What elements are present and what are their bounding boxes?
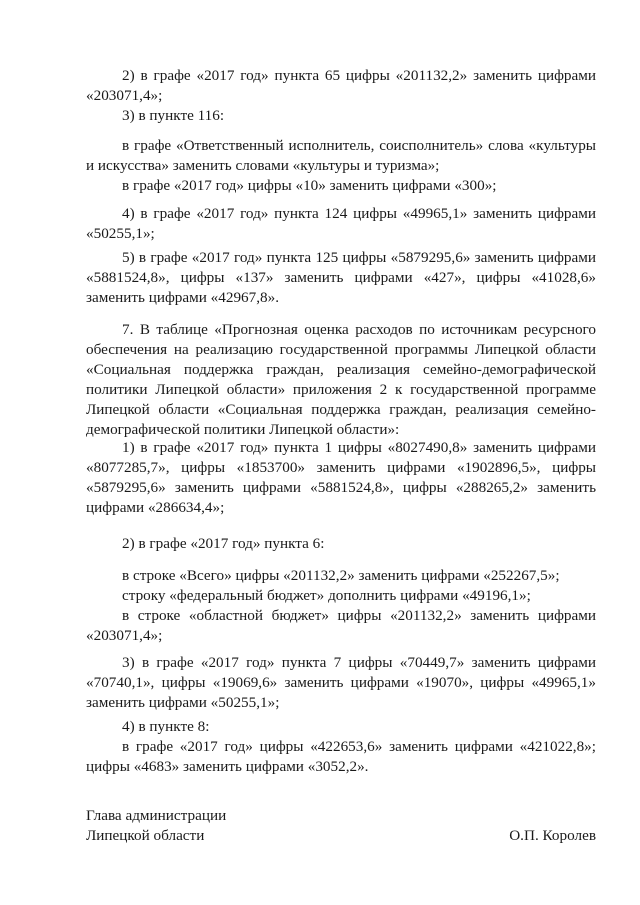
signature-title [86, 806, 386, 846]
text-line: в графе «2017 год» цифры «422653,6» заменить цифрами «421022,8»; [122, 738, 596, 755]
text-line: 5) в графе «2017 год» пункта 125 цифры «5879295,6» заменить цифрами [122, 249, 596, 266]
paragraph-item-2-point-65 [86, 66, 596, 106]
text-line: «203071,4»; [86, 87, 163, 104]
text-line: заменить цифрами «50255,1»; [86, 694, 280, 711]
paragraph-item-4-point-124 [86, 204, 596, 244]
paragraph-s7-item-4 [86, 717, 596, 777]
paragraph-item-3-point-116 [86, 106, 596, 126]
text-line: обеспечения на реализацию государственной программы Липецкой области [86, 341, 596, 358]
text-line: «Социальная поддержка граждан, реализация семейно-демографической [86, 361, 596, 378]
text-line: 2) в графе «2017 год» пункта 6: [122, 535, 325, 552]
paragraph-s7-item-1 [86, 438, 596, 518]
text-line: демографической политики Липецкой области»: [86, 421, 400, 438]
paragraph-s7-item-3 [86, 653, 596, 713]
paragraph-s7-item-2 [86, 534, 596, 554]
text-line: в строке «Всего» цифры «201132,2» заменить цифрами «252267,5»; [122, 567, 560, 584]
text-line: «5879295,6» заменить цифрами «5881524,8», цифры «288265,2» заменить [86, 479, 596, 496]
paragraph-item-5-point-125 [86, 248, 596, 308]
text-line: в графе «Ответственный исполнитель, соисполнитель» слова «культуры [122, 137, 596, 154]
text-line: политики Липецкой области» приложения 2 к государственной программе [86, 381, 596, 398]
text-line: цифрами «286634,4»; [86, 499, 225, 516]
text-line: Липецкой области «Социальная поддержка граждан, реализация семейно- [86, 401, 596, 418]
text-line: 7. В таблице «Прогнозная оценка расходов по источникам ресурсного [122, 321, 596, 338]
text-line: 1) в графе «2017 год» пункта 1 цифры «8027490,8» заменить цифрами [122, 439, 596, 456]
text-line: «203071,4»; [86, 627, 163, 644]
text-line: 2) в графе «2017 год» пункта 65 цифры «201132,2» заменить цифрами [122, 67, 596, 84]
text-line: в графе «2017 год» цифры «10» заменить цифрами «300»; [122, 177, 497, 194]
paragraph-item-3-sub-responsible [86, 136, 596, 196]
signature-title-line-1: Глава администрации [86, 807, 227, 824]
paragraph-s7-item-2-sub [86, 566, 596, 646]
text-line: 4) в графе «2017 год» пункта 124 цифры «49965,1» заменить цифрами [122, 205, 596, 222]
text-line: цифры «4683» заменить цифрами «3052,2». [86, 758, 369, 775]
paragraph-section-7 [86, 320, 596, 440]
text-line: «8077285,7», цифры «1853700» заменить цифрами «1902896,5», цифры [86, 459, 596, 476]
text-line: и искусства» заменить словами «культуры и туризма»; [86, 157, 440, 174]
text-line: 3) в пункте 116: [122, 107, 225, 124]
text-line: «50255,1»; [86, 225, 155, 242]
signature-title-line-2: Липецкой области [86, 827, 205, 844]
text-line: «5881524,8», цифры «137» заменить цифрами «427», цифры «41028,6» [86, 269, 596, 286]
text-line: в строке «областной бюджет» цифры «201132,2» заменить цифрами [122, 607, 596, 624]
text-line: заменить цифрами «42967,8». [86, 289, 280, 306]
text-line: 3) в графе «2017 год» пункта 7 цифры «70449,7» заменить цифрами [122, 654, 596, 671]
signature-name: О.П. Королев [509, 827, 596, 844]
text-line: строку «федеральный бюджет» дополнить цифрами «49196,1»; [122, 587, 531, 604]
text-line: «70740,1», цифры «19069,6» заменить цифрами «19070», цифры «49965,1» [86, 674, 596, 691]
text-line: 4) в пункте 8: [122, 718, 210, 735]
